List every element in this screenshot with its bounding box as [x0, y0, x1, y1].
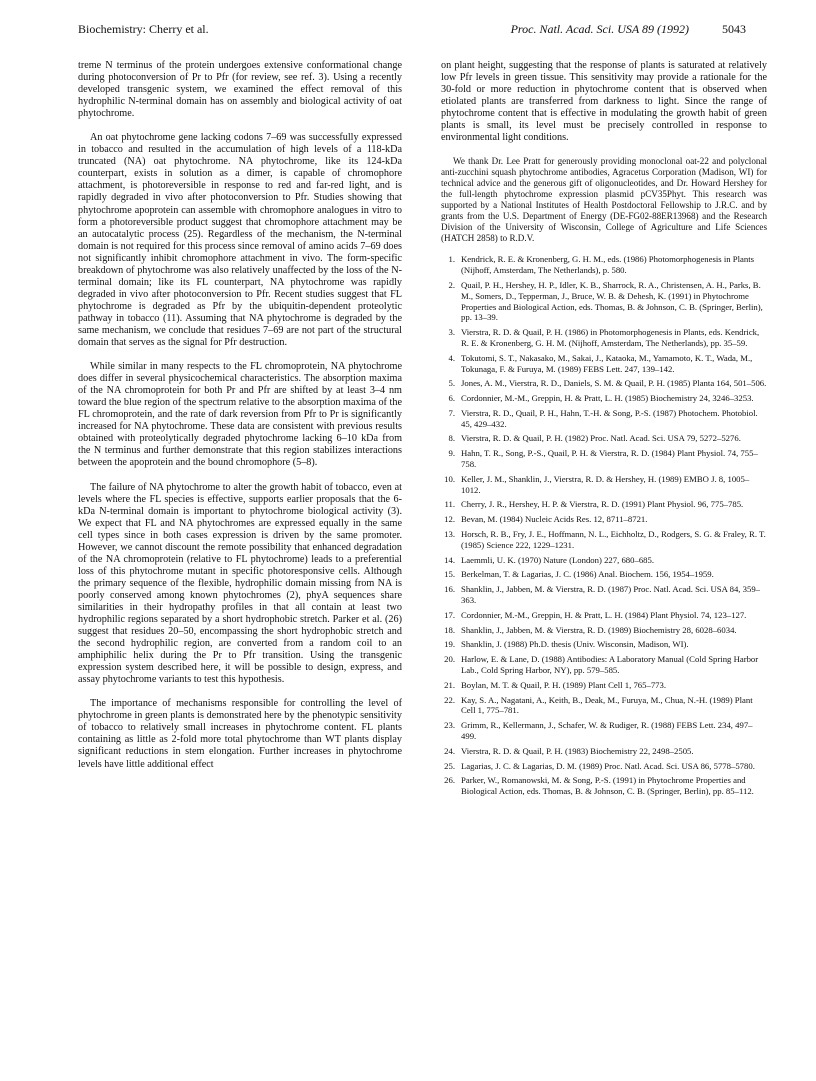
reference-item: [441, 746, 767, 757]
reference-number: 7.: [448, 407, 455, 418]
reference-text: Vierstra, R. D., Quail, P. H., Hahn, T.-H. & Song, P.-S. (1987) Photochem. Photobiol. 45, 429–432.: [461, 407, 758, 429]
reference-number: 20.: [444, 654, 455, 665]
reference-item: [441, 639, 767, 650]
reference-number: 6.: [448, 393, 455, 404]
reference-number: 1.: [448, 254, 455, 265]
reference-item: [441, 555, 767, 566]
reference-item: [441, 695, 767, 717]
reference-number: 23.: [444, 720, 455, 731]
journal-info: [511, 22, 746, 37]
page-header: [78, 22, 746, 38]
reference-text: Lagarias, J. C. & Lagarias, D. M. (1989) Proc. Natl. Acad. Sci. USA 86, 5778–5780.: [461, 760, 755, 771]
reference-number: 12.: [444, 514, 455, 525]
body-paragraph: on plant height, suggesting that the response of plants is saturated at relatively low Pfr levels in green tissue. This sensitivity may provide a rationale for the 30-fold or more reduction in phytochrome content that is observed when etiolated plants are transferred from darkness to light. Since the range of phytochrome content that is effective in modulating the growth habit of green plants is small, its level must be precisely controlled in response to environmental light conditions.: [441, 60, 767, 144]
reference-number: 13.: [444, 529, 455, 540]
reference-item: [441, 327, 767, 349]
reference-item: [441, 720, 767, 742]
reference-item: [441, 280, 767, 323]
reference-number: 9.: [448, 448, 455, 459]
reference-text: Shanklin, J. (1988) Ph.D. thesis (Univ. Wisconsin, Madison, WI).: [461, 639, 689, 650]
reference-item: [441, 474, 767, 496]
reference-number: 10.: [444, 473, 455, 484]
reference-item: [441, 625, 767, 636]
reference-item: [441, 393, 767, 404]
reference-item: [441, 761, 767, 772]
reference-item: [441, 499, 767, 510]
reference-text: Keller, J. M., Shanklin, J., Vierstra, R. D. & Hershey, H. (1989) EMBO J. 8, 1005–1012.: [461, 473, 750, 495]
reference-text: Shanklin, J., Jabben, M. & Vierstra, R. D. (1987) Proc. Natl. Acad. Sci. USA 84, 359–363.: [461, 584, 761, 606]
body-paragraph: The importance of mechanisms responsible for controlling the level of phytochrome in green plants is demonstrated here by the phenotypic sensitivity of tobacco to relatively small increases in phytochrome content. FL plants containing as little as 2-fold more total phytochrome than WT plants display significant reductions in stem elongation. Further increases in phytochrome levels have little additional effect: [78, 698, 402, 770]
reference-item: [441, 610, 767, 621]
reference-item: [441, 775, 767, 797]
acknowledgment: We thank Dr. Lee Pratt for generously providing monoclonal oat-22 and polyclonal anti-zucchini squash phytochrome antibodies, Agracetus Corporation (Madison, WI) for technical advice and the generous gift of oligonucleotides, and Dr. Howard Hershey for the full-length phytochrome expression plasmid pCV35Phyt. This research was supported by a National Institutes of Health Postdoctoral Fellowship to J.R.C. and by grants from the U.S. Department of Energy (DE-FG02-88ER13968) and the Research Division of the University of Wisconsin, College of Agriculture and Life Sciences (HATCH 2858) to R.D.V.: [441, 156, 767, 244]
reference-text: Horsch, R. B., Fry, J. E., Hoffmann, N. L., Eichholtz, D., Rodgers, S. G. & Fraley, R. T. (1985) Science 222, 1229–1231.: [461, 529, 766, 550]
reference-number: 3.: [448, 327, 455, 338]
reference-item: [441, 448, 767, 470]
reference-number: 17.: [444, 609, 455, 620]
reference-text: Parker, W., Romanowski, M. & Song, P.-S. (1991) in Phytochrome Properties and Biological Action, eds. Thomas, B. & Johnson, C. B. (Springer, Berlin), pp. 85–112.: [461, 775, 754, 797]
reference-item: [441, 378, 767, 389]
reference-text: Hahn, T. R., Song, P.-S., Quail, P. H. & Vierstra, R. D. (1984) Plant Physiol. 74, 755–758.: [461, 448, 758, 470]
reference-item: [441, 529, 767, 551]
reference-text: Laemmli, U. K. (1970) Nature (London) 227, 680–685.: [461, 554, 655, 565]
left-column: [78, 60, 402, 783]
reference-text: Quail, P. H., Hershey, H. P., Idler, K. B., Sharrock, R. A., Christensen, A. H., Parks, B. M., Somers, D., Tepperman, J., Bruce, W. B. & Dehesh, K. (1991) in Phytochrome Properties and Biological Action, eds. Thomas, B. & Johnson, C. B. (Springer, Berlin), pp. 13–39.: [461, 279, 763, 323]
reference-item: [441, 680, 767, 691]
reference-item: [441, 254, 767, 276]
reference-number: 5.: [448, 378, 455, 389]
page-number: 5043: [722, 22, 746, 36]
reference-item: [441, 514, 767, 525]
body-paragraph: The failure of NA phytochrome to alter the growth habit of tobacco, even at levels where the FL species is effective, supports earlier proposals that the 6-kDa N-terminal domain is important to phytochrome biological activity (3). We expect that FL and NA phytochromes are expressed equally in the same cell types since in both cases expression is driven by the same promoter. However, we cannot discount the remote possibility that enhanced degradation of the NA chromoprotein (relative to FL phytochrome) leads to a preferential loss of this phytochrome mutant in specific photoresponsive cells. Although the primary sequence of the flexible, hydrophilic domain missing from NA is poorly conserved among known phytochromes (2), phyA sequences share similarities in their hydropathy profiles in that all contain at least two hydrophilic regions separated by a short hydrophobic stretch. Parker et al. (26) suggest that residues 20–50, encompassing the short hydrophobic stretch and the second hydrophilic region, are converted from a random coil to an amphiphilic helix during the Pr to Pfr transition. Using the transgenic expression system described here, it will be possible to design, express, and assay phytochrome variants to test this hypothesis.: [78, 481, 402, 686]
reference-text: Bevan, M. (1984) Nucleic Acids Res. 12, 8711–8721.: [461, 514, 648, 525]
reference-text: Vierstra, R. D. & Quail, P. H. (1983) Biochemistry 22, 2498–2505.: [461, 745, 694, 756]
reference-item: [441, 654, 767, 676]
body-paragraph: An oat phytochrome gene lacking codons 7–69 was successfully expressed in tobacco and resulted in the accumulation of high levels of a 118-kDa truncated (NA) oat phytochrome. NA phytochrome, like its 124-kDa counterpart, exists in solution as a dimer, is capable of chromophore attachment, is photoreversible in response to red and far-red light, and is rapidly degraded in vivo after photoconversion to Pfr. Studies showing that phytochrome apoprotein can assemble with chromophore analogues in vitro to form a photoreversible product suggest that chromophore attachment may be an autocatalytic process (25). Regardless of the mechanism, the N-terminal domain is not required for this process since removal of amino acids 7–69 does not significantly inhibit chromophore attachment in vivo. The form-specific breakdown of phytochrome was also relatively unaffected by the loss of the N-terminal domain; like its FL counterpart, NA phytochrome was rapidly degraded in vivo after photoconversion to Pfr. Recent studies suggest that FL phytochrome is degraded as Pfr by the ubiquitin-dependent proteolytic pathway in tobacco (11). Assuming that NA phytochrome is degraded by the same mechanism, we conclude that residues 7–69 are not part of the structural domain that serves as the signal for Pfr destruction.: [78, 132, 402, 349]
reference-item: [441, 353, 767, 375]
reference-text: Vierstra, R. D. & Quail, P. H. (1986) in Photomorphogenesis in Plants, eds. Kendrick, R. E. & Kronenberg, G. H. M. (Nijhoff, Amsterdam, The Netherlands), pp. 35–59.: [461, 327, 760, 348]
reference-number: 18.: [444, 624, 455, 635]
running-title: Biochemistry: Cherry et al.: [78, 22, 209, 36]
reference-text: Tokutomi, S. T., Nakasako, M., Sakai, J., Kataoka, M., Yamamoto, K. T., Wada, M., Tokunaga, F. & Furuya, M. (1989) FEBS Lett. 247, 139–142.: [461, 352, 753, 374]
reference-text: Vierstra, R. D. & Quail, P. H. (1982) Proc. Natl. Acad. Sci. USA 79, 5272–5276.: [461, 433, 741, 444]
right-column: [441, 60, 767, 801]
reference-number: 22.: [444, 694, 455, 705]
reference-item: [441, 433, 767, 444]
reference-text: Boylan, M. T. & Quail, P. H. (1989) Plant Cell 1, 765–773.: [461, 679, 667, 690]
reference-number: 16.: [444, 584, 455, 595]
reference-text: Jones, A. M., Vierstra, R. D., Daniels, S. M. & Quail, P. H. (1985) Planta 164, 501–506.: [461, 378, 767, 389]
reference-item: [441, 569, 767, 580]
journal-citation: Proc. Natl. Acad. Sci. USA 89 (1992): [510, 22, 689, 36]
reference-number: 15.: [444, 569, 455, 580]
reference-number: 19.: [444, 639, 455, 650]
reference-number: 14.: [444, 554, 455, 565]
reference-text: Cordonnier, M.-M., Greppin, H. & Pratt, L. H. (1985) Biochemistry 24, 3246–3253.: [461, 393, 754, 404]
reference-text: Berkelman, T. & Lagarias, J. C. (1986) Anal. Biochem. 156, 1954–1959.: [461, 569, 714, 580]
reference-text: Cherry, J. R., Hershey, H. P. & Vierstra, R. D. (1991) Plant Physiol. 96, 775–785.: [461, 499, 744, 510]
reference-number: 4.: [448, 352, 455, 363]
reference-number: 26.: [444, 775, 455, 786]
reference-text: Grimm, R., Kellermann, J., Schafer, W. & Rudiger, R. (1988) FEBS Lett. 234, 497–499.: [461, 720, 753, 742]
reference-number: 11.: [444, 499, 455, 510]
body-paragraph: While similar in many respects to the FL chromoprotein, NA phytochrome does differ in several physicochemical characteristics. The absorption maxima of the NA chromoprotein for both Pr and Pfr are shifted by at least 3–4 nm toward the blue region of the spectrum relative to the absorption maxima of the FL chromoprotein, and the rate of dark reversion from Pfr to Pr is significantly increased for NA phytochrome. These data are consistent with previous results obtained with proteolytically degraded phytochrome lacking 6–10 kDa from the N terminus and further demonstrate that this region stabilizes interactions between the apoprotein and the bound chromophore (5–8).: [78, 361, 402, 469]
body-paragraph: treme N terminus of the protein undergoes extensive conformational change during photoconversion of Pr to Pfr (for review, see ref. 3). Using a recently developed transgenic system, we examined the effect removal of this hydrophilic N-terminal domain has on assembly and biological activity of oat phytochrome.: [78, 60, 402, 120]
reference-item: [441, 584, 767, 606]
reference-item: [441, 408, 767, 430]
reference-number: 24.: [444, 745, 455, 756]
reference-number: 8.: [448, 433, 455, 444]
reference-text: Kay, S. A., Nagatani, A., Keith, B., Deak, M., Furuya, M., Chua, N.-H. (1989) Plant Cell 1, 775–781.: [461, 694, 753, 716]
reference-number: 25.: [444, 760, 455, 771]
reference-list: [441, 254, 767, 797]
reference-text: Shanklin, J., Jabben, M. & Vierstra, R. D. (1989) Biochemistry 28, 6028–6034.: [461, 624, 737, 635]
reference-number: 21.: [444, 679, 455, 690]
reference-text: Harlow, E. & Lane, D. (1988) Antibodies: A Laboratory Manual (Cold Spring Harbor Lab., Cold Spring Harbor, NY), pp. 579–585.: [461, 654, 759, 676]
reference-number: 2.: [448, 279, 455, 290]
reference-text: Kendrick, R. E. & Kronenberg, G. H. M., eds. (1986) Photomorphogenesis in Plants (Nijhoff, Amsterdam, The Netherlands), p. 580.: [461, 254, 755, 276]
reference-text: Cordonnier, M.-M., Greppin, H. & Pratt, L. H. (1984) Plant Physiol. 74, 123–127.: [461, 609, 747, 620]
